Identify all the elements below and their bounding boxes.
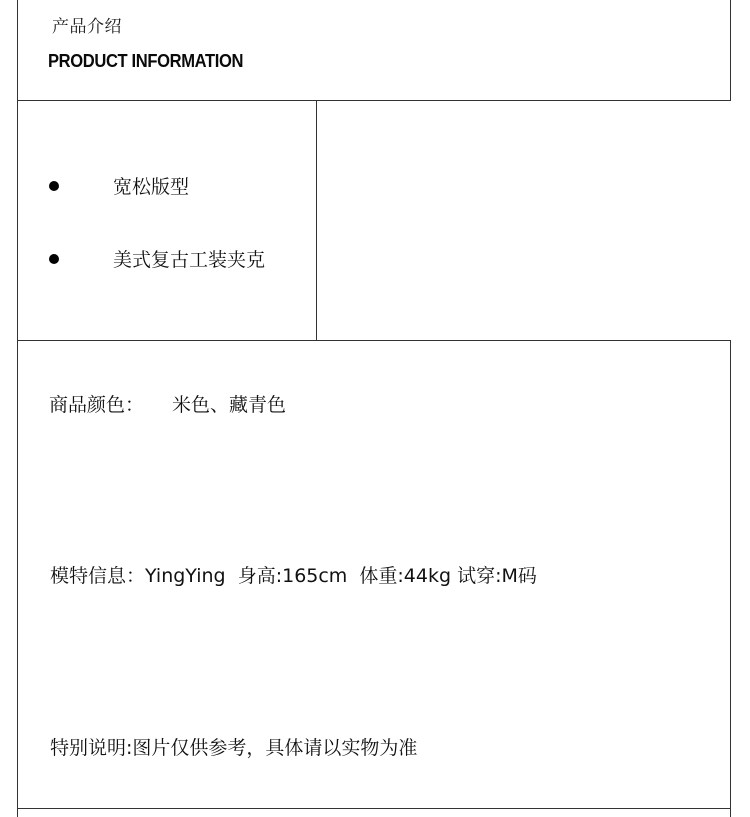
list-item: [18, 247, 317, 273]
product-info-table: [17, 0, 731, 817]
bullet-icon: [49, 181, 59, 191]
table-divider-middle: [18, 340, 730, 341]
feature-text: 宽松版型: [113, 176, 190, 198]
special-note: 特别说明:图片仅供参考，具体请以实物为准: [50, 737, 418, 759]
bullet-icon: [49, 254, 59, 264]
color-info: [49, 392, 286, 418]
table-column-divider: [316, 100, 317, 341]
section-title-chinese: 产品介绍: [52, 17, 122, 37]
feature-text: 美式复古工装夹克: [113, 249, 266, 271]
color-value: 米色、藏青色: [172, 394, 287, 416]
color-label: 商品颜色：: [49, 394, 145, 416]
model-info: 模特信息：YingYing 身高:165cm 体重:44kg 试穿:M码: [50, 565, 537, 587]
table-divider-bottom: [18, 808, 730, 809]
product-image-cell: [318, 101, 731, 340]
feature-list: [18, 100, 317, 340]
list-item: [18, 174, 317, 200]
section-title-english: PRODUCT INFORMATION: [48, 51, 244, 71]
